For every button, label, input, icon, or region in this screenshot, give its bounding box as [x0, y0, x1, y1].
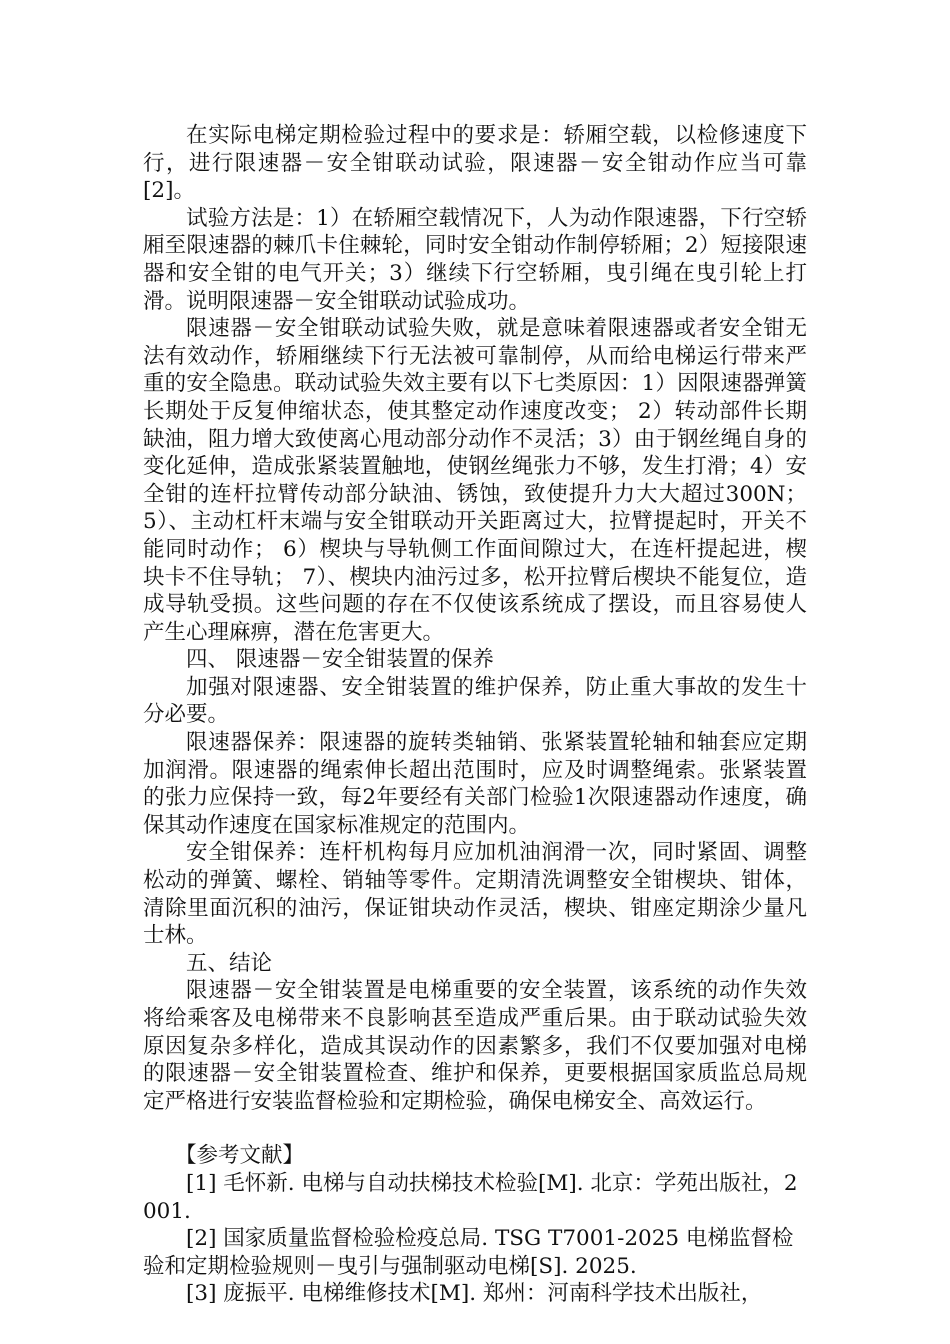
paragraph-maintenance-intro: 加强对限速器、安全钳装置的维护保养，防止重大事故的发生十分必要。: [143, 674, 807, 728]
document-page: [143, 122, 807, 1308]
paragraph-safety-gear-maintenance: 安全钳保养：连杆机构每月应加机油润滑一次，同时紧固、调整松动的弹簧、螺栓、销轴等零件。定期清洗调整安全钳楔块、钳体，清除里面沉积的油污，保证钳块动作灵活，楔块、钳座定期涂少量凡士林。: [143, 840, 807, 949]
spacer: [143, 1115, 807, 1142]
reference-item: [3] 庞振平. 电梯维修技术[M]. 郑州：河南科学技术出版社，: [186, 1281, 763, 1307]
paragraph-test-method: 试验方法是：1）在轿厢空载情况下，人为动作限速器，下行空轿厢至限速器的棘爪卡住棘轮，同时安全钳动作制停轿厢；2）短接限速器和安全钳的电气开关；3）继续下行空轿厢，曳引绳在曳引轮上打滑。说明限速器－安全钳联动试验成功。: [143, 205, 807, 314]
paragraph-inspection-requirement: 在实际电梯定期检验过程中的要求是：轿厢空载，以检修速度下行，进行限速器－安全钳联动试验，限速器－安全钳动作应当可靠[2]。: [143, 123, 807, 204]
reference-item: [1] 毛怀新. 电梯与自动扶梯技术检验[M]. 北京：学苑出版社，2001.: [143, 1170, 798, 1224]
section-heading-maintenance: 四、 限速器－安全钳装置的保养: [186, 647, 494, 673]
paragraph-test-failure-causes: 限速器－安全钳联动试验失败，就是意味着限速器或者安全钳无法有效动作，轿厢继续下行无法被可靠制停，从而给电梯运行带来严重的安全隐患。联动试验失效主要有以下七类原因：1）因限速器弹簧长期处于反复伸缩状态，使其整定动作速度改变； 2）转动部件长期缺油，阻力增大致使离心甩动部分动作不灵活；3）由于钢丝绳自身的变化延伸，造成张紧装置触地，使钢丝绳张力不够，发生打滑；4）安全钳的连杆拉臂传动部分缺油、锈蚀，致使提升力大大超过300N；5）、主动杠杆末端与安全钳联动开关距离过大，拉臂提起时，开关不能同时动作； 6）楔块与导轨侧工作面间隙过大，在连杆提起进，楔块卡不住导轨； 7）、楔块内油污过多，松开拉臂后楔块不能复位，造成导轨受损。这些问题的存在不仅使该系统成了摆设，而且容易使人产生心理麻痹，潜在危害更大。: [143, 316, 807, 645]
reference-item: [2] 国家质量监督检验检疫总局. TSG T7001-2025 电梯监督检验和定期检验规则－曳引与强制驱动电梯[S]. 2025.: [143, 1226, 794, 1279]
references-title: 【参考文献】: [175, 1143, 305, 1169]
paragraph-governor-maintenance: 限速器保养：限速器的旋转类轴销、张紧装置轮轴和轴套应定期加润滑。限速器的绳索伸长超出范围时，应及时调整绳索。张紧装置的张力应保持一致，每2年要经有关部门检验1次限速器动作速度，确保其动作速度在国家标准规定的范围内。: [143, 730, 807, 838]
paragraph-conclusion: 限速器－安全钳装置是电梯重要的安全装置，该系统的动作失效将给乘客及电梯带来不良影响甚至造成严重后果。由于联动试验失效原因复杂多样化，造成其误动作的因素繁多，我们不仅要加强对电梯的限速器－安全钳装置检查、维护和保养，更要根据国家质监总局规定严格进行安装监督检验和定期检验，确保电梯安全、高效运行。: [143, 978, 807, 1114]
section-heading-conclusion: 五、结论: [186, 950, 273, 976]
